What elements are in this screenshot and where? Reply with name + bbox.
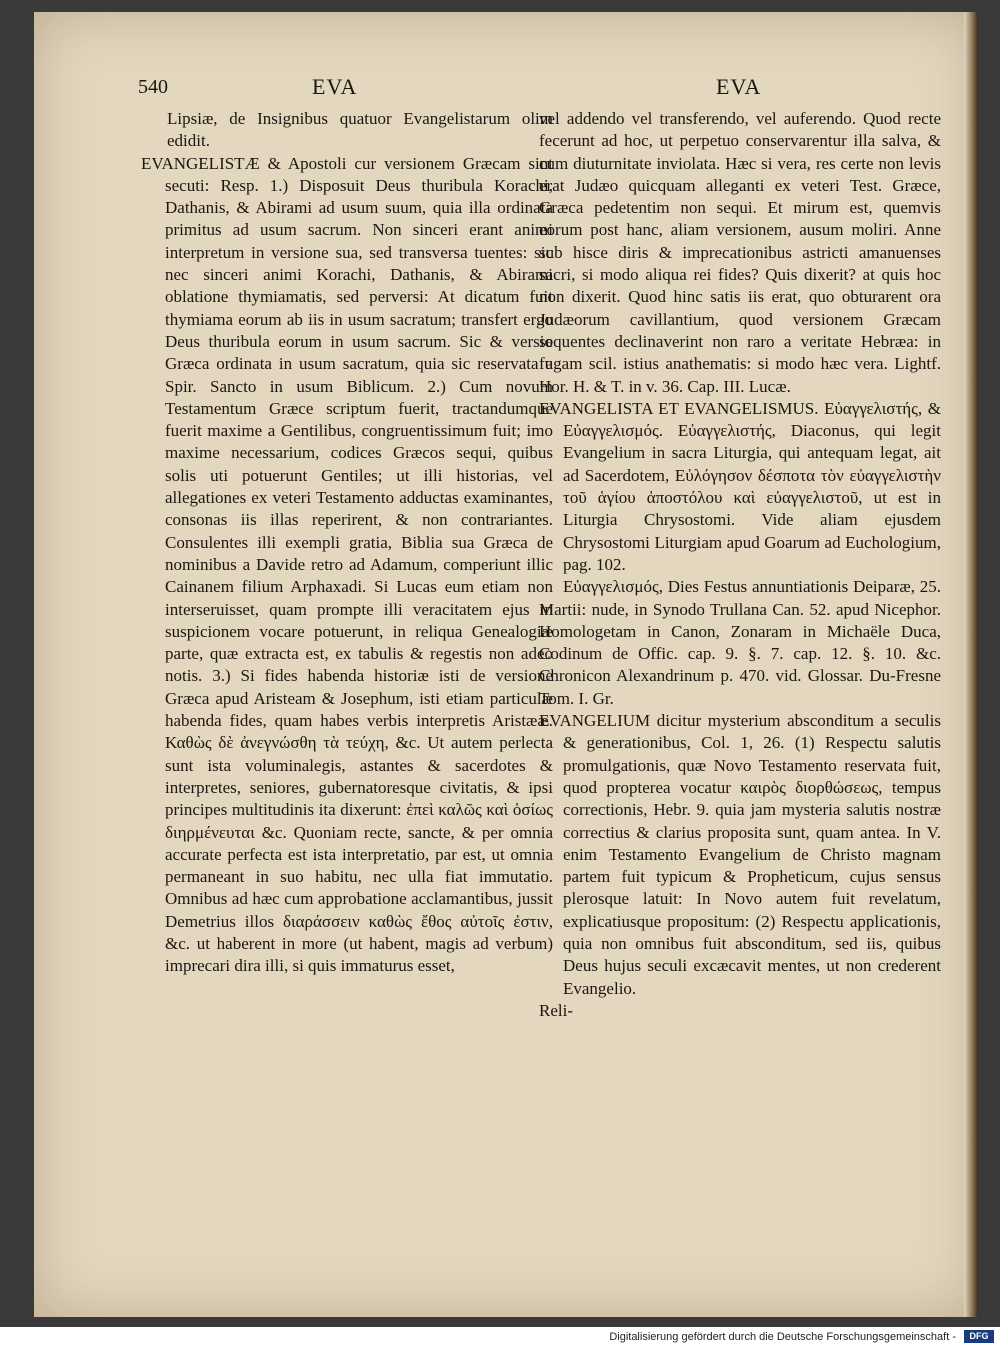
dfg-logo: DFG bbox=[964, 1330, 994, 1343]
running-head-left: EVA bbox=[312, 74, 358, 99]
page-spine-shadow bbox=[964, 12, 978, 1317]
digitization-footer bbox=[0, 1327, 1000, 1347]
entry-evangelista: EVANGELISTA ET EVANGELISMUS. Εὐαγγελιστής, & Εὐαγγελισμός. Εὐαγγελιστής, Diaconus, qui legit Evangelium in sacra Liturgia, qui antequam legat, ait ad Sacerdotem, Εὐλόγησον δέσποτα τὸν εὐαγγελιστὴν τοῦ ἁγίου ἀποστόλου καὶ εὐαγγελιστοῦ, ut est in Liturgia Chrysostomi. Vide aliam ejusdem Chrysostomi Liturgiam apud Goarum ad Euchologium, pag. 102. bbox=[539, 398, 941, 574]
paragraph-lipsiae: Lipsiæ, de Insignibus quatuor Evangelistarum olim edidit. bbox=[167, 109, 553, 151]
page-number: 540 bbox=[138, 76, 168, 98]
right-column bbox=[539, 108, 941, 1022]
entry-evangelistae: EVANGELISTÆ & Apostoli cur versionem Græcam sint secuti: Resp. 1.) Disposuit Deus thuribula Korachi, Dathanis, & Abirami ad usum suum, quia illa ordinata primitus ad usum sacrum. Non sinceri erant animi interpretum in versione sua, sed transversa tuentes: sic nec sinceri animi Korachi, Dathanis, & Abirami oblatione thymiamatis, sed perversi: At dicatum fuit thymiama eorum ab iis in usum sacratum; transfert ergo Deus thuribula eorum in usum sacrum. Sic & versio Græca ordinata in usum sacratum, quia sic reservata a Spir. Sancto in usum Biblicum. 2.) Cum novum Testamentum Græce scriptum fuerit, tractandumque fuerit maxime a Gentilibus, congruentissimum fuit; imo maxime necessarium, codices Græcos sequi, quibus solis uti potuerunt Gentiles; ut illi historias, vel allegationes ex veteri Testamento adductas examinantes, consonas iis illas reperirent, & non contrariantes. Consulentes illi exempli gratia, Biblia sua Græca de nominibus a Davide retro ad Adamum, comperiunt illic Cainanem filium Arphaxadi. Si Lucas eum etiam non interseruisset, quam prompte illi veracitatem ejus in suspicionem vocare potuerunt, in reliqua Genealogiæ parte, quæ extracta est, ex tabulis & regestis non adeo notis. 3.) Si fides habenda historiæ isti de versione Græca apud Aristeam & Josephum, isti etiam particulæ habenda fides, quam habes verbis interpretis Aristææ. Καθὼς δὲ ἀνεγνώσθη τὰ τεύχη, &c. Ut autem perlecta sunt ista voluminalegis, astantes & sacerdotes & interpretes, seniores, gubernatoresque civitatis, & ipsi principes multitudinis ita dixerunt: ἐπεὶ καλῶς καὶ ὁσίως διηρμένευται &c. Quoniam recte, sancte, & per omnia accurate perfecta est ista interpretatio, par est, ut omnia permaneant in suo habitu, nec ulla fiat immutatio. Omnibus ad hæc cum approbatione acclamantibus, jussit Demetrius illos διαράσσειν καθὼς ἔθος αὐτοῖς ἐστιν, &c. ut haberent in more (ut habent, magis ad verbum) imprecari dira illi, si quis immaturus esset, bbox=[141, 153, 553, 976]
scanned-page bbox=[34, 12, 978, 1317]
left-column bbox=[141, 108, 553, 978]
running-head-right: EVA bbox=[716, 74, 762, 99]
entry-evangelium: EVANGELIUM dicitur mysterium absconditum a seculis & generationibus, Col. 1, 26. (1) Respectu salutis promulgationis, quæ Novo Testamento reservata fuit, quod propterea vocatur καιρὸς διορθώσεως, tempus correctionis, Hebr. 9. quia jam mysteria salutis nostræ correctius & clarius proposita sunt, quam antea. In V. enim Testamento Evangelium de Christo magnam partem fuit typicum & Propheticum, cujus sensus plerosque latuit: In Novo autem fuit revelatum, explicatiusque propositum: (2) Respectu applicationis, quia non omnibus fuit absconditum, sed iis, quibus Deus hujus seculi excæcavit mentes, ut non crederent Evangelio. bbox=[539, 711, 941, 998]
paragraph-continuation: vel addendo vel transferendo, vel auferendo. Quod recte fecerunt ad hoc, ut perpetuo conservarentur illa salva, & cum diuturnitate inviolata. Hæc si vera, res certe non levis erat Judæo quicquam alleganti ex veteri Test. Græce, Græca pedetentim non sequi. Et mirum est, quemvis eorum post hanc, aliam versionem, ausum moliri. Anne sub hisce diris & imprecationibus astricti amanuenses sacri, si modo aliqua rei fides? Quis dixerit? at quis hoc non dixerit. Quod hinc satis iis erat, quo obturarent ora Judæorum cavillantium, quod versionem Græcam sequentes declinaverint non raro a veritate Hebræa: in fugam scil. istius anathematis: si modo hæc vera. Lightf. Hor. H. & T. in v. 36. Cap. III. Lucæ. bbox=[539, 109, 941, 396]
footer-text: Digitalisierung gefördert durch die Deutsche Forschungsgemeinschaft - bbox=[609, 1331, 956, 1343]
catchword: Reli- bbox=[539, 1000, 573, 1020]
paragraph-evangelismos: Εὐαγγελισμός, Dies Festus annuntiationis Deiparæ, 25. Martii: nude, in Synodo Trullana Can. 52. apud Nicephor. Homologetam in Canon, Zonaram in Michaële Duca, Codinum de Offic. cap. 9. §. 7. cap. 12. §. 10. &c. Chronicon Alexandrinum p. 470. vid. Glossar. Du-Fresne Tom. I. Gr. bbox=[539, 577, 941, 708]
